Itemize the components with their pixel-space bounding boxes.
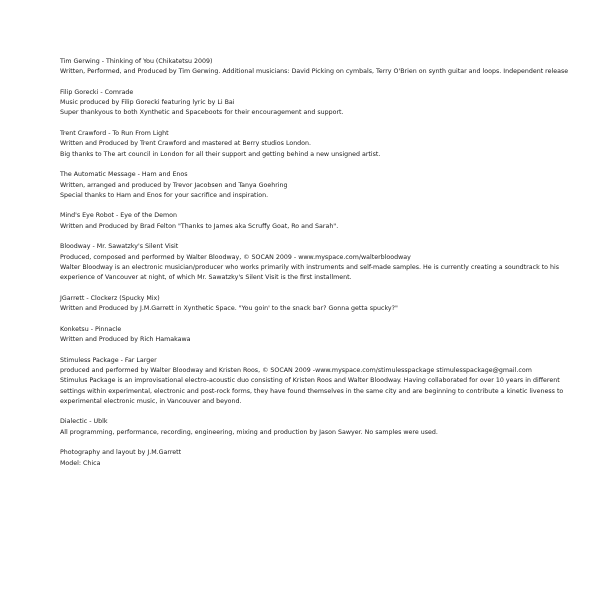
credit-entry-konketsu bbox=[60, 325, 540, 346]
entry-title: Trent Crawford - To Run From Light bbox=[60, 130, 169, 138]
entry-text: Produced, composed and performed by Walter Bloodway, © SOCAN 2009 - www.myspace.com/walterbloodway bbox=[60, 253, 411, 261]
entry-title: Stimuless Package - Far Larger bbox=[60, 356, 157, 364]
entry-title: Filip Gorecki - Comrade bbox=[60, 88, 134, 96]
entry-text: Big thanks to The art council in London for all their support and getting behind a new unsigned artist. bbox=[60, 150, 381, 158]
entry-text: Written and Produced by Trent Crawford and mastered at Berry studios London. bbox=[60, 140, 312, 148]
entry-text: Super thankyous to both Xynthetic and Spaceboots for their encouragement and support. bbox=[60, 109, 344, 117]
entry-text: Music produced by Filip Gorecki featuring lyric by Li Bai bbox=[60, 99, 235, 107]
credit-entry-trent-crawford bbox=[60, 129, 540, 160]
entry-title: Bloodway - Mr. Sawatzky's Silent Visit bbox=[60, 243, 179, 251]
entry-title: Tim Gerwing - Thinking of You (Chikatetsu 2009) bbox=[60, 58, 213, 65]
credit-entry-photography bbox=[60, 448, 540, 469]
entry-title: Mind's Eye Robot - Eye of the Demon bbox=[60, 212, 177, 220]
entry-title: JGarrett - Clockerz (Spucky Mix) bbox=[60, 294, 160, 302]
credit-entry-tim-gerwing bbox=[60, 57, 569, 78]
entry-text: experience of Vancouver at night, of which Mr. Sawatzky's Silent Visit is the first installment. bbox=[60, 274, 352, 282]
entry-text: Stimulus Package is an improvisational electro-acoustic duo consisting of Kristen Roos and Walter Bloodway. Having collaborated for over 10 years in different bbox=[60, 377, 560, 385]
entry-title: Konketsu - Pinnacle bbox=[60, 325, 122, 333]
entry-text: experimental electronic music, in Vancouver and beyond. bbox=[60, 397, 242, 405]
credit-entry-filip-gorecki bbox=[60, 88, 540, 119]
entry-text: Walter Bloodway is an electronic musician/producer who works primarily with instruments and self-made samples. He is currently creating a soundtrack to his bbox=[60, 263, 560, 271]
entry-title: Dialectic - Ublk bbox=[60, 418, 108, 426]
entry-text: Written and Produced by Rich Hamakawa bbox=[60, 336, 191, 344]
credit-entry-bloodway bbox=[60, 242, 560, 283]
entry-text: produced and performed by Walter Bloodway and Kristen Roos, © SOCAN 2009 -www.myspace.com/stimulesspackage stimulesspackage@gmail.com bbox=[60, 366, 532, 374]
entry-text: Written, arranged and produced by Trevor Jacobsen and Tanya Goehring bbox=[60, 181, 288, 189]
credit-entry-minds-eye-robot bbox=[60, 211, 540, 232]
credit-entry-dialectic bbox=[60, 417, 540, 438]
entry-text: Written, Performed, and Produced by Tim Gerwing. Additional musicians: David Picking on cymbals, Terry O'Brien on synth guitar and loops. Independent release bbox=[60, 68, 569, 76]
entry-text: Written and Produced by J.M.Garrett in Xynthetic Space. "You goin' to the snack bar? Gonna getta spucky?" bbox=[60, 305, 398, 313]
entry-text: Special thanks to Ham and Enos for your sacrifice and inspiration. bbox=[60, 191, 269, 199]
credits-document bbox=[60, 57, 569, 479]
entry-text: settings within experimental, electronic and post-rock forms, they have found themselves in the same city and are beginning to contribute a kinetic liveness to bbox=[60, 387, 564, 395]
entry-title: Photography and layout by J.M.Garrett bbox=[60, 449, 182, 457]
entry-title: The Automatic Message - Ham and Enos bbox=[60, 171, 188, 179]
entry-text: Model: Chica bbox=[60, 459, 101, 467]
credit-entry-jgarrett bbox=[60, 294, 540, 315]
entry-text: Written and Produced by Brad Felton "Thanks to James aka Scruffy Goat, Ro and Sarah". bbox=[60, 222, 339, 230]
entry-text: All programming, performance, recording, engineering, mixing and production by Jason Sawyer. No samples were used. bbox=[60, 428, 438, 436]
credit-entry-stimuless-package bbox=[60, 356, 564, 407]
credit-entry-automatic-message bbox=[60, 170, 540, 201]
